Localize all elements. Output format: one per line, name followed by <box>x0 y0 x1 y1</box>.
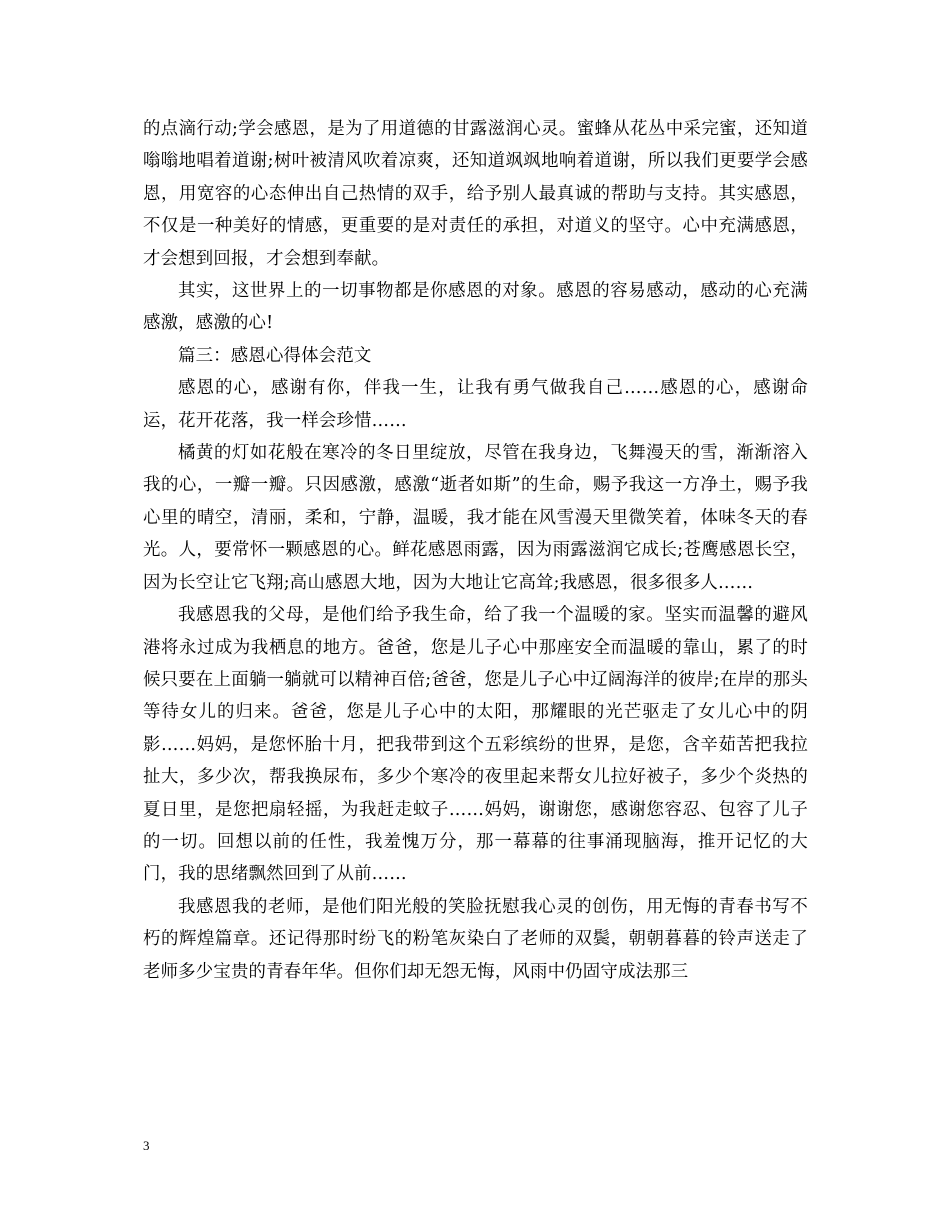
paragraph-4: 橘黄的灯如花般在寒冷的冬日里绽放，尽管在我身边，飞舞漫天的雪，渐渐溶入我的心，一瓣一瓣。只因感激，感激“逝者如斯”的生命，赐予我这一方净土，赐予我心里的晴空，清丽，柔和，宁静，温暖，我才能在风雪漫天里微笑着，体味冬天的春光。人，要常怀一颗感恩的心。鲜花感恩雨露，因为雨露滋润它成长;苍鹰感恩长空，因为长空让它飞翔;高山感恩大地，因为大地让它高耸;我感恩，很多很多人…… <box>143 443 808 593</box>
section-heading: 篇三：感恩心得体会范文 <box>178 345 372 366</box>
page-number: 3 <box>143 1138 150 1153</box>
body-text <box>143 113 808 988</box>
paragraph-6: 我感恩我的老师，是他们阳光般的笑脸抚慰我心灵的创伤，用无悔的青春书写不朽的辉煌篇章。还记得那时纷飞的粉笔灰染白了老师的双鬓，朝朝暮暮的铃声送走了老师多少宝贵的青春年华。但你们却无怨无悔，风雨中仍固守成法那三 <box>143 896 808 982</box>
paragraph-5: 我感恩我的父母，是他们给予我生命，给了我一个温暖的家。坚实而温馨的避风港将永过成为我栖息的地方。爸爸，您是儿子心中那座安全而温暖的靠山，累了的时候只要在上面躺一躺就可以精神百倍;爸爸，您是儿子心中辽阔海洋的彼岸;在岸的那头等待女儿的归来。爸爸，您是儿子心中的太阳，那耀眼的光芒驱走了女儿心中的阴影……妈妈，是您怀胎十月，把我带到这个五彩缤纷的世界，是您，含辛茹苦把我拉扯大，多少次，帮我换尿布，多少个寒冷的夜里起来帮女儿拉好被子，多少个炎热的夏日里，是您把扇轻摇，为我赶走蚊子……妈妈，谢谢您，感谢您容忍、包容了儿子的一切。回想以前的任性，我羞愧万分，那一幕幕的往事涌现脑海，推开记忆的大门，我的思绪飘然回到了从前…… <box>143 605 808 885</box>
paragraph-1: 的点滴行动;学会感恩，是为了用道德的甘露滋润心灵。蜜蜂从花丛中采完蜜，还知道嗡嗡地唱着道谢;树叶被清风吹着凉爽，还知道飒飒地响着道谢，所以我们更要学会感恩，用宽容的心态伸出自己热情的双手，给予别人最真诚的帮助与支持。其实感恩，不仅是一种美好的情感，更重要的是对责任的承担，对道义的坚守。心中充满感恩，才会想到回报，才会想到奉献。 <box>143 119 808 269</box>
paragraph-2: 其实，这世界上的一切事物都是你感恩的对象。感恩的容易感动，感动的心充满感激，感激的心! <box>143 281 808 334</box>
paragraph-3: 感恩的心，感谢有你，伴我一生，让我有勇气做我自己……感恩的心，感谢命运，花开花落，我一样会珍惜…… <box>143 378 808 431</box>
